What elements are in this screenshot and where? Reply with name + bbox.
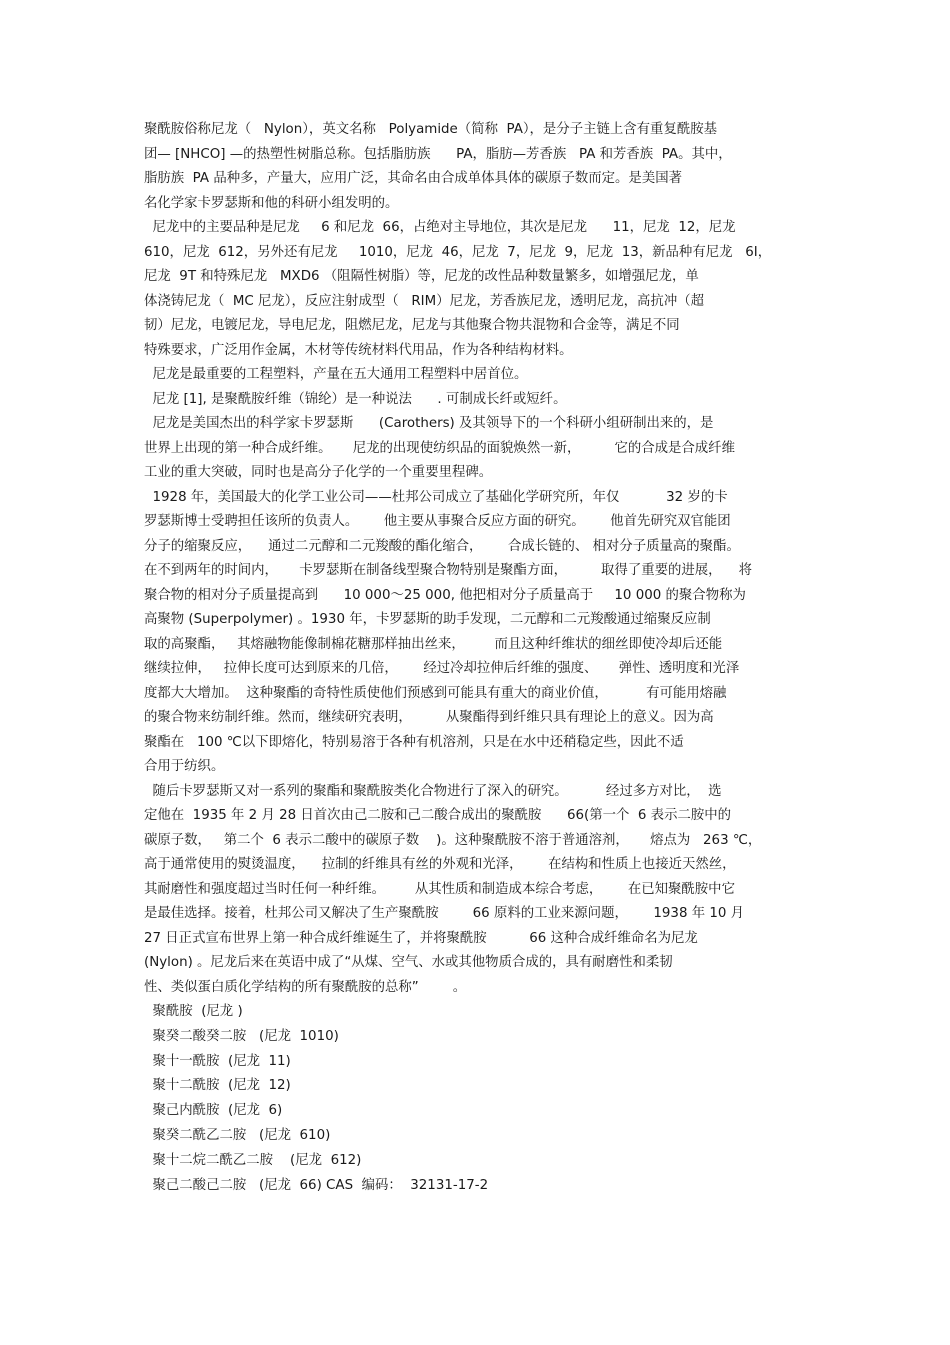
paragraph-engineering-plastic bbox=[144, 363, 808, 388]
text-line: 1928 年，美国最大的化学工业公司——杜邦公司成立了基础化学研究所，年仅 32 岁的卡 bbox=[144, 489, 728, 505]
text-line: 取的高聚酯， 其熔融物能像制棉花糖那样抽出丝来， 而且这种纤维状的细丝即使冷却后还能 bbox=[144, 636, 723, 652]
text-line: 的聚合物来纺制纤维。然而，继续研究表明， 从聚酯得到纤维只具有理论上的意义。因为高 bbox=[144, 710, 714, 725]
list-item: 聚己内酰胺 (尼龙 6) bbox=[144, 1103, 283, 1119]
text-line: 27 日正式宣布世界上第一种合成纤维诞生了，并将聚酰胺 66 这种合成纤维命名为尼龙 bbox=[144, 930, 698, 946]
paragraph-nylon-66 bbox=[144, 780, 808, 1001]
text-line: 合用于纺织。 bbox=[144, 759, 225, 774]
text-line: 聚酯在 100 ℃以下即熔化，特别易溶于各种有机溶剂，只是在水中还稍稳定些，因此不适 bbox=[144, 734, 684, 750]
list-item: 聚十二烷二酰乙二胺 (尼龙 612) bbox=[144, 1152, 362, 1168]
document-body bbox=[144, 118, 808, 1198]
list-item: 聚酰胺 (尼龙 ) bbox=[144, 1004, 243, 1019]
list-item: 聚十二酰胺 (尼龙 12) bbox=[144, 1078, 291, 1094]
paragraph-carothers bbox=[144, 412, 808, 486]
paragraph-history-1928 bbox=[144, 486, 808, 780]
text-line: 高于通常使用的熨烫温度， 拉制的纤维具有丝的外观和光泽， 在结构和性质上也接近天然丝， bbox=[144, 857, 736, 872]
text-line: 尼龙是最重要的工程塑料，产量在五大通用工程塑料中居首位。 bbox=[144, 367, 528, 382]
text-line: 尼龙是美国杰出的科学家卡罗瑟斯 (Carothers) 及其领导下的一个科研小组研制出来的，是 bbox=[144, 416, 714, 431]
text-line: 聚合物的相对分子质量提高到 10 000～25 000, 他把相对分子质量高于 10 000 的聚合物称为 bbox=[144, 587, 746, 603]
text-line: 脂肪族 PA 品种多，产量大，应用广泛，其命名由合成单体具体的碳原子数而定。是美国著 bbox=[144, 171, 682, 186]
text-line: 聚酰胺俗称尼龙（ Nylon），英文名称 Polyamide（简称 PA），是分子主链上含有重复酰胺基 bbox=[144, 122, 718, 137]
text-line: 性、类似蛋白质化学结构的所有聚酰胺的总称” 。 bbox=[144, 979, 467, 995]
text-line: 610，尼龙 612，另外还有尼龙 1010，尼龙 46，尼龙 7，尼龙 9，尼龙 13，新品种有尼龙 6I， bbox=[144, 244, 772, 260]
text-line: 体浇铸尼龙（ MC 尼龙），反应注射成型（ RIM）尼龙，芳香族尼龙，透明尼龙，高抗冲（超 bbox=[144, 293, 704, 309]
text-line: 其耐磨性和强度超过当时任何一种纤维。 从其性质和制造成本综合考虑， 在已知聚酰胺中它 bbox=[144, 881, 735, 897]
list-item: 聚癸二酰乙二胺 (尼龙 610) bbox=[144, 1127, 331, 1143]
text-line: 分子的缩聚反应， 通过二元醇和二元羧酸的酯化缩合， 合成长链的、 相对分子质量高的聚酯。 bbox=[144, 538, 740, 554]
text-line: 高聚物 (Superpolymer) 。1930 年，卡罗瑟斯的助手发现，二元醇和二元羧酸通过缩聚反应制 bbox=[144, 612, 711, 627]
text-line: 工业的重大突破，同时也是高分子化学的一个重要里程碑。 bbox=[144, 465, 493, 480]
list-item: 聚癸二酸癸二胺 (尼龙 1010) bbox=[144, 1028, 339, 1044]
list-item: 聚己二酸己二胺 (尼龙 66) CAS 编码： 32131-17-2 bbox=[144, 1177, 489, 1193]
text-line: 尼龙 [1], 是聚酰胺纤维（锦纶）是一种说法 . 可制成长纤或短纤。 bbox=[144, 391, 567, 407]
paragraph-varieties bbox=[144, 216, 808, 363]
paragraph-fiber bbox=[144, 388, 808, 413]
text-line: 在不到两年的时间内， 卡罗瑟斯在制备线型聚合物特别是聚酯方面， 取得了重要的进展， 将 bbox=[144, 563, 752, 578]
list-item: 聚十一酰胺 (尼龙 11) bbox=[144, 1053, 291, 1069]
paragraph-intro bbox=[144, 118, 808, 216]
text-line: (Nylon) 。尼龙后来在英语中成了“从煤、空气、水或其他物质合成的，具有耐磨性和柔韧 bbox=[144, 955, 673, 970]
text-line: 碳原子数， 第二个 6 表示二酸中的碳原子数 )。这种聚酰胺不溶于普通溶剂， 熔点为 263 ℃， bbox=[144, 832, 762, 848]
text-line: 是最佳选择。接着，杜邦公司又解决了生产聚酰胺 66 原料的工业来源问题， 1938 年 10 月 bbox=[144, 906, 745, 921]
text-line: 继续拉伸， 拉伸长度可达到原来的几倍， 经过冷却拉伸后纤维的强度、 弹性、透明度和光泽 bbox=[144, 661, 740, 676]
polyamide-list bbox=[144, 1000, 808, 1198]
text-line: 名化学家卡罗瑟斯和他的科研小组发明的。 bbox=[144, 195, 399, 211]
text-line: 韧）尼龙，电镀尼龙，导电尼龙，阻燃尼龙，尼龙与其他聚合物共混物和合金等，满足不同 bbox=[144, 318, 680, 333]
text-line: 世界上出现的第一种合成纤维。 尼龙的出现使纺织品的面貌焕然一新， 它的合成是合成纤维 bbox=[144, 440, 735, 456]
text-line: 团— [NHCO] —的热塑性树脂总称。包括脂肪族 PA，脂肪—芳香族 PA 和芳香族 PA。其中， bbox=[144, 146, 732, 162]
text-line: 尼龙 9T 和特殊尼龙 MXD6 （阻隔性树脂）等，尼龙的改性品种数量繁多，如增强尼龙，单 bbox=[144, 269, 699, 284]
text-line: 罗瑟斯博士受聘担任该所的负责人。 他主要从事聚合反应方面的研究。 他首先研究双官能团 bbox=[144, 514, 731, 529]
text-line: 定他在 1935 年 2 月 28 日首次由己二胺和己二酸合成出的聚酰胺 66(第一个 6 表示二胺中的 bbox=[144, 808, 732, 823]
text-line: 度都大大增加。 这种聚酯的奇特性质使他们预感到可能具有重大的商业价值， 有可能用熔融 bbox=[144, 685, 727, 701]
text-line: 特殊要求，广泛用作金属，木材等传统材料代用品，作为各种结构材料。 bbox=[144, 342, 573, 358]
text-line: 尼龙中的主要品种是尼龙 6 和尼龙 66，占绝对主导地位，其次是尼龙 11，尼龙 12，尼龙 bbox=[144, 220, 736, 235]
text-line: 随后卡罗瑟斯又对一系列的聚酯和聚酰胺类化合物进行了深入的研究。 经过多方对比， 选 bbox=[144, 783, 722, 799]
